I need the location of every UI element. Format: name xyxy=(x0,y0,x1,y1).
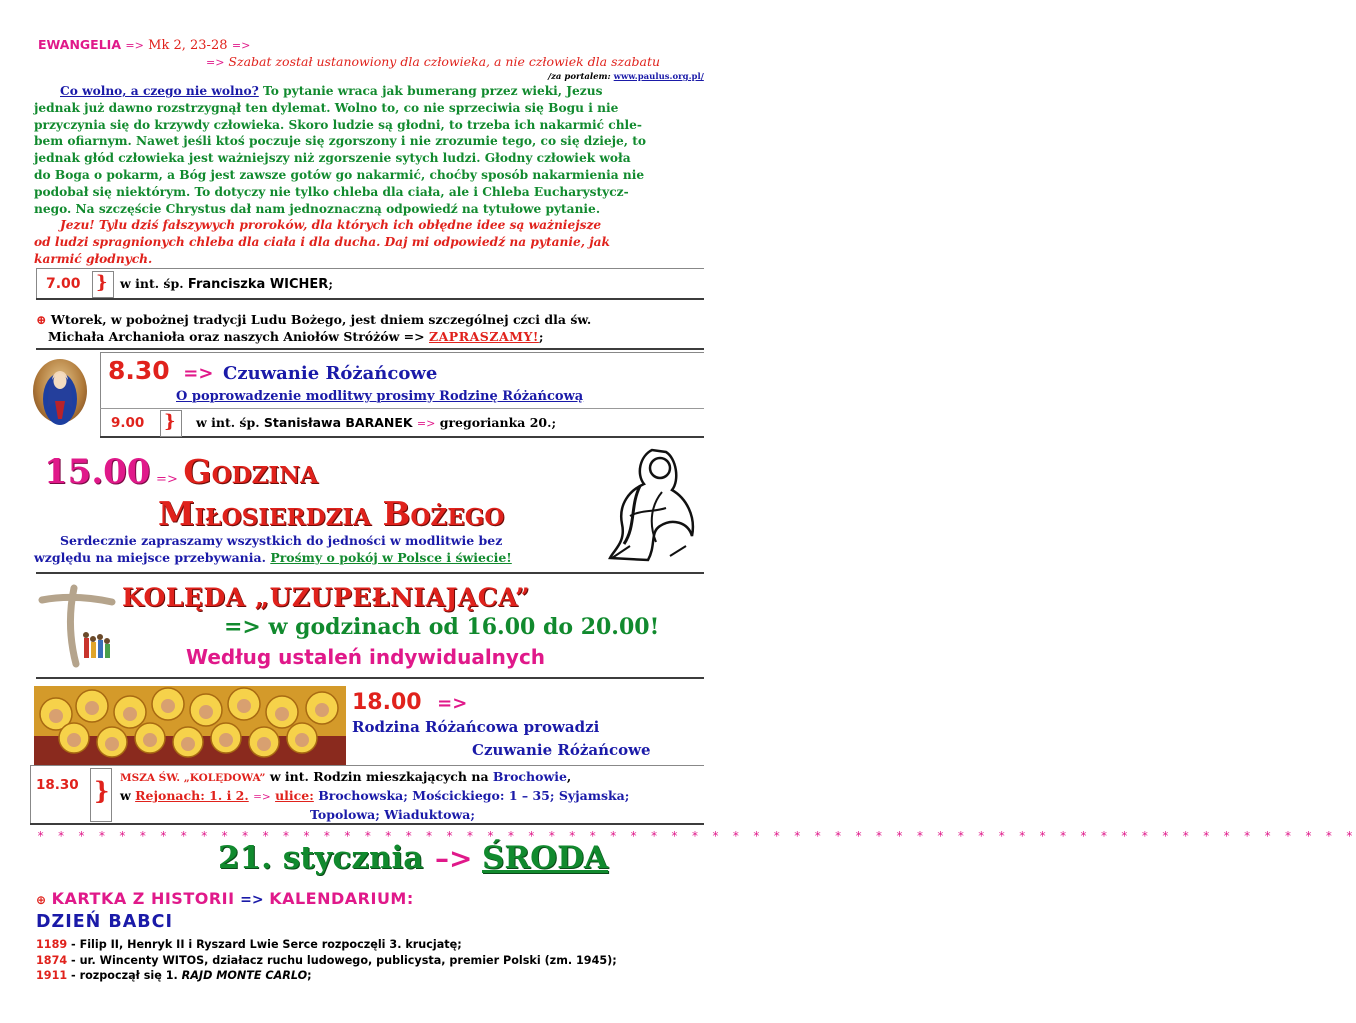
history-heading xyxy=(36,889,414,908)
mass-9-street: gregorianka 20.; xyxy=(439,415,557,430)
gospel-line-7: nego. Na szczęście Chrystus dał nam jednoznaczną odpowiedź na tytułowe pytanie. xyxy=(34,201,601,216)
mass-9-brace: } xyxy=(164,411,176,432)
mercy-heading xyxy=(44,452,318,492)
date-arrow: –> xyxy=(434,842,473,875)
gospel-line-1: jednak już dawno rozstrzygnął ten dylemat. Wolno to, co nie sprzeciwia się Bogu i nie xyxy=(34,100,619,115)
mass-1830-label: MSZA ŚW. „KOLĘDOWA” xyxy=(120,772,266,784)
history-bullet-icon: ⊕ xyxy=(36,893,47,907)
mass-9-line xyxy=(100,408,704,409)
source-prefix: /za portalem: xyxy=(548,72,611,82)
mass-7-name: Franciszka WICHER xyxy=(187,277,329,292)
mercy-text-2: względu na miejsce przebywania. xyxy=(34,550,266,565)
rosary-heading xyxy=(108,356,437,385)
mass-9-arrow: => xyxy=(416,417,436,430)
carol-hours: => w godzinach od 16.00 do 20.00! xyxy=(224,614,660,640)
event-end: ; xyxy=(307,969,312,982)
source-link[interactable]: www.paulus.org.pl/ xyxy=(613,72,704,82)
mass-1830-streets-1: Brochowska; Mościckiego: 1 – 35; Syjamska; xyxy=(318,788,630,803)
divider xyxy=(36,572,704,574)
gospel-motto-line xyxy=(206,54,660,69)
rosary-note: O poprowadzenie modlitwy prosimy Rodzinę Różańcową xyxy=(176,389,584,404)
event-year: 1911 xyxy=(36,969,68,982)
mercy-time: 15.00 xyxy=(44,452,151,492)
gospel-arrow-2: => xyxy=(231,39,251,52)
bullet-icon: ⊕ xyxy=(36,312,47,327)
mercy-title-1: Godzina xyxy=(183,452,319,491)
date-heading xyxy=(218,840,608,876)
mass-9-name: Stanisława BARANEK xyxy=(263,415,413,430)
prayer-line-2: karmić głodnych. xyxy=(34,251,153,266)
feast-title: DZIEŃ BABCI xyxy=(36,912,173,932)
mass-9-time: 9.00 xyxy=(111,415,145,431)
divider xyxy=(36,677,704,679)
event-italic: RAJD MONTE CARLO xyxy=(181,969,308,982)
mass-7-time: 7.00 xyxy=(46,276,81,292)
carol-individual: Według ustaleń indywidualnych xyxy=(186,645,546,669)
history-event xyxy=(36,968,617,984)
tuesday-line-2: Michała Archanioła oraz naszych Aniołów Stróżów => xyxy=(48,329,425,344)
evening-arrow: => xyxy=(437,693,468,714)
mass-1830-time: 18.30 xyxy=(36,777,79,793)
history-label: KARTKA Z HISTORII xyxy=(51,889,235,908)
place-end: , xyxy=(566,769,572,784)
evening-line-1: Rodzina Różańcowa prowadzi xyxy=(352,718,600,736)
evening-line-2: Czuwanie Różańcowe xyxy=(472,741,651,759)
evening-time: 18.00 xyxy=(352,690,422,715)
tuesday-end: ; xyxy=(538,329,544,344)
mercy-text-3: Prośmy o pokój w Polsce i świecie! xyxy=(270,550,512,565)
gospel-ref: Mk 2, 23-28 xyxy=(148,38,228,53)
mass-7-brace: } xyxy=(96,272,108,293)
tuesday-line-1: Wtorek, w pobożnej tradycji Ludu Bożego, jest dniem szczególnej czci dla św. xyxy=(50,312,592,327)
event-text: - ur. Wincenty WITOS, działacz ruchu ludowego, publicysta, premier Polski (zm. 1945); xyxy=(67,953,617,967)
gospel-heading: EWANGELIA xyxy=(38,37,121,52)
mass-9-intention xyxy=(196,415,556,430)
event-year: 1189 xyxy=(36,938,68,951)
prayer-line-1: od ludzi spragnionych chleba dla ciała i dla ducha. Daj mi odpowiedź na pytanie, jak xyxy=(34,235,610,250)
rosary-arrow: => xyxy=(183,363,214,384)
event-text: - Filip II, Henryk II i Ryszard Lwie Serce rozpoczęli 3. krucjatę; xyxy=(67,938,462,951)
mass-7-prefix: w int. śp. xyxy=(120,276,184,291)
event-year: 1874 xyxy=(36,953,68,967)
gospel-line-6: podobał się niektórym. To dotyczy nie tylko chleba dla ciała, ale i Chleba Eucharystycz- xyxy=(34,184,629,199)
mercy-arrow: => xyxy=(156,472,178,487)
lead-question: Co wolno, a czego nie wolno? xyxy=(60,84,259,98)
gospel-line-5: do Boga o pokarm, a Bóg jest zawsze gotów go nakarmić, choćby sposób nakarmienia nie xyxy=(34,167,645,182)
mercy-title-2: Miłosierdzia Bożego xyxy=(158,494,505,533)
tuesday-note xyxy=(36,311,591,345)
gospel-motto: Szabat został ustanowiony dla człowieka, a nie człowiek dla szabatu xyxy=(228,54,661,69)
divider xyxy=(36,348,704,350)
gospel-header-line xyxy=(38,37,250,53)
gospel-line-0: To pytanie wraca jak bumerang przez wieki, Jezus xyxy=(263,84,603,98)
history-event xyxy=(36,953,617,969)
crucifix-embrace-drawing xyxy=(600,446,700,564)
divider xyxy=(100,436,704,438)
mass-7-intention xyxy=(120,276,333,292)
mass-7-suffix: ; xyxy=(328,276,333,291)
mass-1830-text xyxy=(120,768,629,824)
mass-9-prefix: w int. śp. xyxy=(196,415,260,430)
mass-1830-desc: w int. Rodzin mieszkających na xyxy=(269,769,489,784)
madonna-icon xyxy=(33,359,87,423)
invite-text: ZAPRASZAMY! xyxy=(428,329,539,344)
motto-arrow: => xyxy=(206,56,225,69)
gospel-source xyxy=(548,72,704,82)
gospel-arrow: => xyxy=(125,39,144,52)
star-separator: * * * * * * * * * * * * * * * * * * * * * * * * * * * * * * * * * * * * * * * * * * * * * * * * * * * * * * * * * * * * * * * * * xyxy=(37,829,1356,843)
mass-1830-streets-2: Topolowa; Wiaduktowa; xyxy=(310,807,475,822)
saints-fresco-image xyxy=(34,686,346,766)
divider xyxy=(36,298,704,300)
gospel-line-2: przyczynia się do krzywdy człowieka. Skoro ludzie są głodni, to trzeba ich nakarmić chle- xyxy=(34,117,642,132)
mercy-text xyxy=(34,532,512,566)
mass-1830-streets-label: ulice: xyxy=(275,788,314,803)
gospel-line-4: jednak głód człowieka jest ważniejszy niż zgorszenie sytych ludzi. Głodny człowiek woła xyxy=(34,151,631,166)
rosary-title: Czuwanie Różańcowe xyxy=(223,363,438,384)
mercy-text-1: Serdecznie zapraszamy wszystkich do jedności w modlitwie bez xyxy=(60,533,503,548)
history-events xyxy=(36,937,617,984)
history-arrow: => xyxy=(240,892,264,908)
carol-title: KOLĘDA „UZUPEŁNIAJĄCA” xyxy=(122,583,530,612)
history-event xyxy=(36,937,617,953)
gospel-body xyxy=(34,83,702,268)
cross-with-figures-icon xyxy=(34,586,118,666)
gospel-line-3: bem ofiarnym. Nawet jeśli ktoś poczuje się zgorszony i nie zrozumie tego, co się dzieje, to xyxy=(34,134,647,149)
mass-1830-place: Brochowie xyxy=(492,769,567,784)
date-day: 21. stycznia xyxy=(218,840,424,876)
mass-1830-regions: Rejonach: 1. i 2. xyxy=(135,788,249,803)
mass-1830-brace: } xyxy=(94,776,110,805)
mass-1830-w: w xyxy=(120,788,131,803)
rosary-time: 8.30 xyxy=(108,356,170,385)
mass-1830-arrow: => xyxy=(253,791,271,803)
event-text: - rozpoczął się 1. xyxy=(67,969,178,982)
prayer-line-0: Jezu! Tylu dziś fałszywych proroków, dla których ich obłędne idee są ważniejsze xyxy=(60,218,602,233)
evening-heading xyxy=(352,690,467,715)
date-weekday: ŚRODA xyxy=(482,840,609,876)
history-label-2: KALENDARIUM: xyxy=(269,889,414,908)
